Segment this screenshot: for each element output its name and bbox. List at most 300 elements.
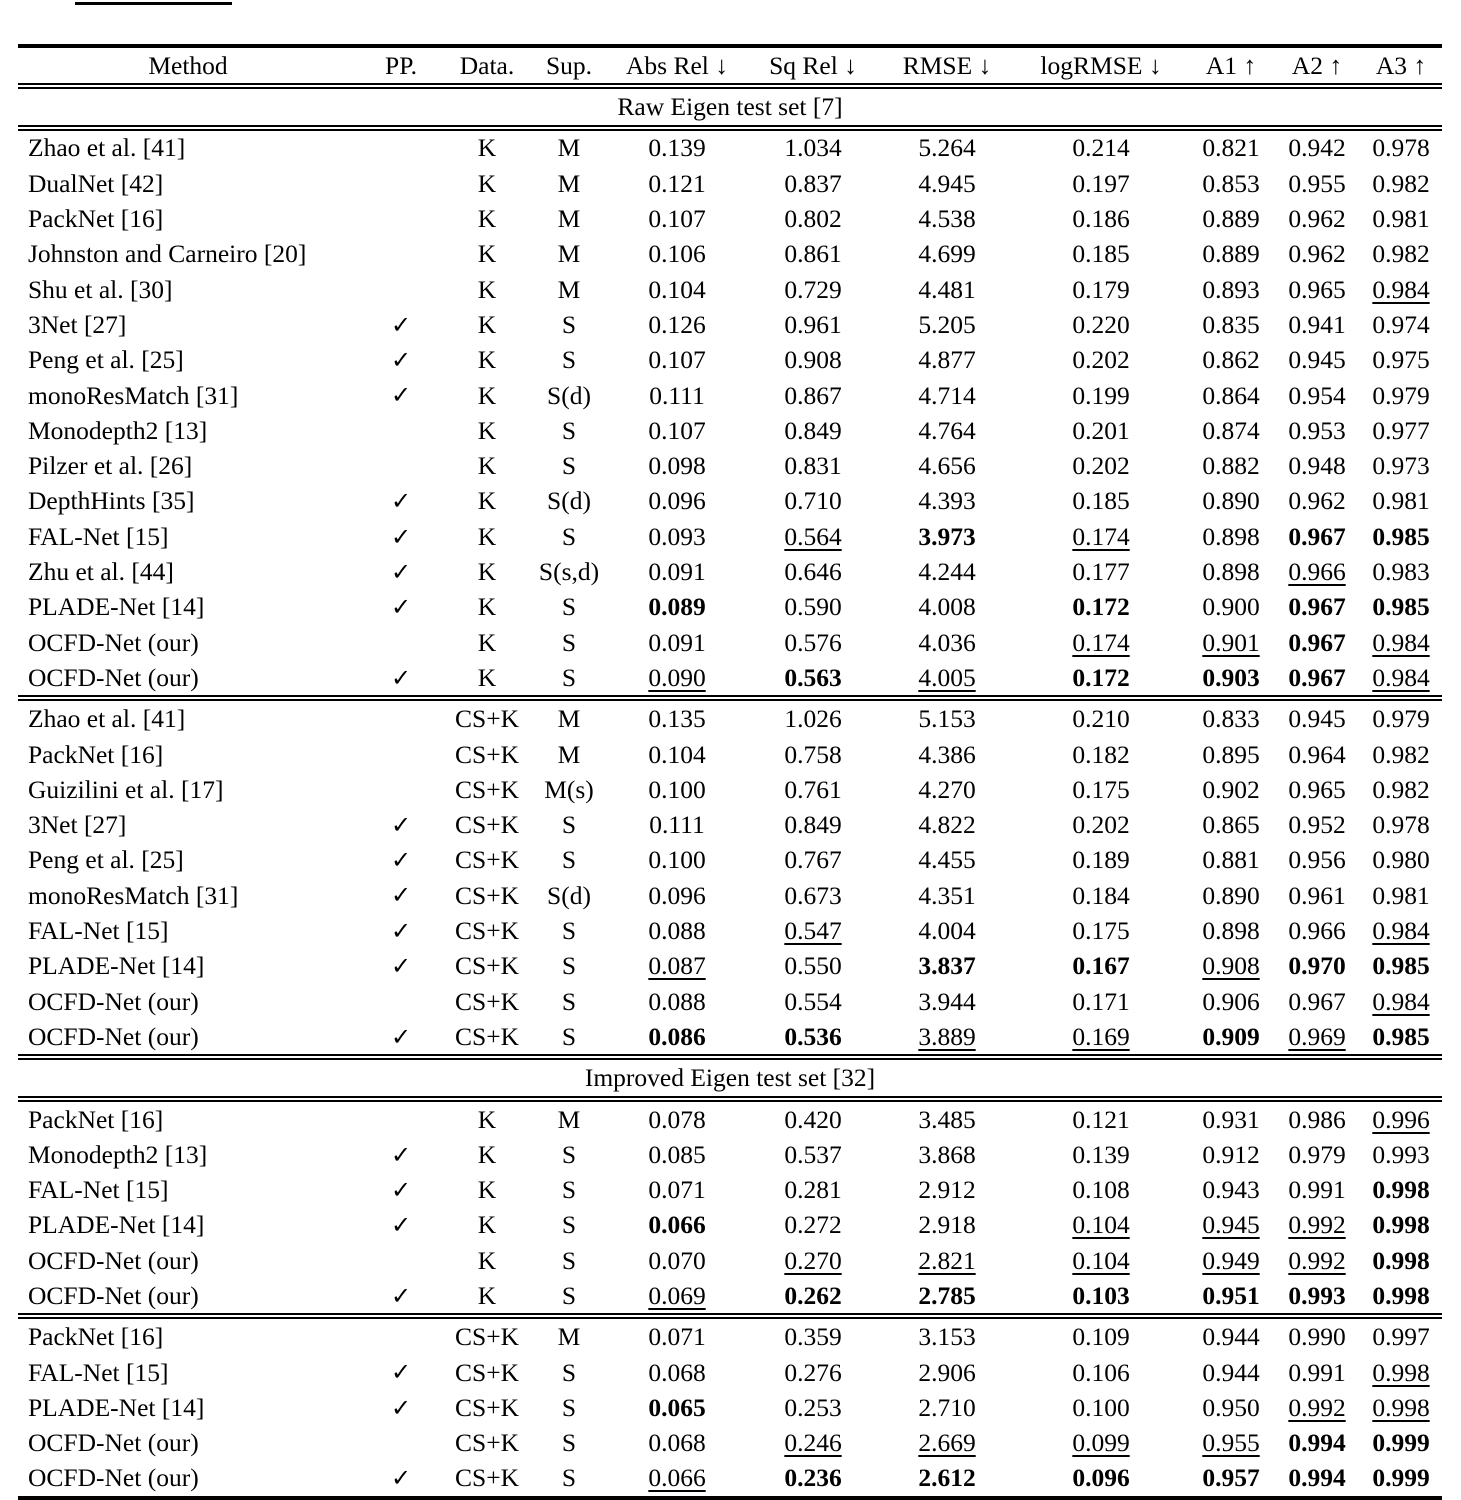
cell-sq_rel — [746, 378, 880, 413]
metric-value: 0.202 — [1072, 451, 1130, 481]
metric-value: 0.085 — [648, 1139, 706, 1169]
metric-value: 2.912 — [918, 1175, 976, 1205]
metric-value: 0.912 — [1202, 1139, 1260, 1169]
cell-pp — [358, 660, 444, 695]
metric-value: 0.874 — [1202, 415, 1260, 445]
cell-pp — [358, 1355, 444, 1390]
cell-pp — [358, 984, 444, 1019]
cell-data: CS+K — [455, 916, 519, 946]
cell-a2 — [1274, 378, 1360, 413]
cell-log_rmse — [1014, 807, 1188, 842]
cell-a3 — [1360, 1278, 1442, 1313]
metric-value: 0.086 — [648, 1021, 706, 1051]
cell-log_rmse — [1014, 307, 1188, 342]
cell-a3 — [1360, 948, 1442, 983]
cell-a2 — [1274, 772, 1360, 807]
cell-pp — [358, 1278, 444, 1313]
cell-a2 — [1274, 589, 1360, 624]
cell-a3 — [1360, 984, 1442, 1019]
cell-a3 — [1360, 1243, 1442, 1278]
cell-data: K — [477, 204, 497, 234]
metric-value: 0.104 — [1072, 1245, 1130, 1275]
metric-value: 0.864 — [1202, 380, 1260, 410]
metric-value: 0.966 — [1288, 557, 1346, 587]
metric-value: 0.962 — [1288, 239, 1346, 269]
metric-value: 0.985 — [1372, 951, 1430, 981]
cell-sup: S — [561, 916, 577, 946]
cell-a1 — [1188, 131, 1274, 166]
cell-pp — [358, 413, 444, 448]
cell-sup: S — [561, 592, 577, 622]
metric-value: 0.202 — [1072, 810, 1130, 840]
metric-value: 0.994 — [1288, 1463, 1346, 1493]
cell-sup: S — [561, 1021, 577, 1051]
cell-a3 — [1360, 1355, 1442, 1390]
cell-sup: S — [561, 345, 577, 375]
metric-value: 0.941 — [1288, 309, 1346, 339]
cell-abs_rel — [608, 1208, 746, 1243]
metric-value: 0.831 — [784, 451, 842, 481]
metric-value: 0.967 — [1288, 592, 1346, 622]
cell-log_rmse — [1014, 448, 1188, 483]
table-row[interactable] — [18, 1019, 1442, 1054]
metric-value: 0.981 — [1372, 204, 1430, 234]
table-row[interactable] — [18, 342, 1442, 377]
metric-value: 0.262 — [784, 1280, 842, 1310]
table-bottom-rule — [18, 1496, 1442, 1500]
results-table-container — [18, 44, 1442, 1500]
cell-sup: S — [561, 451, 577, 481]
cell-abs_rel — [608, 1243, 746, 1278]
cell-a3 — [1360, 878, 1442, 913]
metric-value: 2.710 — [918, 1392, 976, 1422]
metric-value: 3.153 — [918, 1322, 976, 1352]
cell-method: FAL-Net [15] — [28, 1357, 169, 1387]
table-row[interactable] — [18, 660, 1442, 695]
table-row[interactable] — [18, 913, 1442, 948]
section-title-improved-eigen: Improved Eigen test set [32] — [584, 1063, 876, 1093]
metric-value: 0.982 — [1372, 239, 1430, 269]
cell-a2 — [1274, 807, 1360, 842]
cell-data: K — [477, 1139, 497, 1169]
cell-data: K — [477, 627, 497, 657]
cell-a2 — [1274, 625, 1360, 660]
cell-a3 — [1360, 554, 1442, 589]
check-icon: ✓ — [390, 383, 412, 410]
metric-value: 0.096 — [1072, 1463, 1130, 1493]
cell-abs_rel — [608, 1425, 746, 1460]
cell-sup: S(s,d) — [538, 557, 600, 587]
table-row[interactable] — [18, 1243, 1442, 1278]
check-icon: ✓ — [390, 665, 412, 692]
cell-data: K — [477, 380, 497, 410]
table-row[interactable] — [18, 1425, 1442, 1460]
cell-a3 — [1360, 1137, 1442, 1172]
cell-abs_rel — [608, 878, 746, 913]
table-row[interactable] — [18, 413, 1442, 448]
cell-a3 — [1360, 413, 1442, 448]
cell-log_rmse — [1014, 1355, 1188, 1390]
metric-value: 0.998 — [1372, 1245, 1430, 1275]
cell-rmse — [880, 772, 1014, 807]
metric-value: 0.954 — [1288, 380, 1346, 410]
cell-a1 — [1188, 701, 1274, 736]
cell-a2 — [1274, 236, 1360, 271]
column-header-abs_rel: Abs Rel ↓ — [626, 50, 728, 80]
metric-value: 0.184 — [1072, 880, 1130, 910]
column-header-data: Data. — [459, 50, 515, 80]
cell-abs_rel — [608, 660, 746, 695]
cell-data: K — [477, 1280, 497, 1310]
metric-value: 0.835 — [1202, 309, 1260, 339]
metric-value: 0.898 — [1202, 557, 1260, 587]
cell-log_rmse — [1014, 1390, 1188, 1425]
section-title-row-raw-eigen — [18, 89, 1442, 124]
cell-a1 — [1188, 1425, 1274, 1460]
metric-value: 0.088 — [648, 986, 706, 1016]
metric-value: 2.785 — [918, 1280, 976, 1310]
metric-value: 0.139 — [648, 133, 706, 163]
metric-value: 0.975 — [1372, 345, 1430, 375]
cell-log_rmse — [1014, 378, 1188, 413]
metric-value: 0.199 — [1072, 380, 1130, 410]
column-header-log_rmse: logRMSE ↓ — [1040, 50, 1162, 80]
cell-a1 — [1188, 484, 1274, 519]
check-icon: ✓ — [390, 559, 412, 586]
cell-pp — [358, 554, 444, 589]
metric-value: 0.967 — [1288, 521, 1346, 551]
cell-abs_rel — [608, 554, 746, 589]
cell-sup: M — [557, 1322, 581, 1352]
table-row[interactable] — [18, 701, 1442, 736]
table-row[interactable] — [18, 166, 1442, 201]
cell-rmse — [880, 843, 1014, 878]
metric-value: 0.646 — [784, 557, 842, 587]
cell-sup: M — [557, 739, 581, 769]
metric-value: 0.978 — [1372, 133, 1430, 163]
cell-rmse — [880, 1243, 1014, 1278]
metric-value: 0.576 — [784, 627, 842, 657]
cell-a2 — [1274, 1243, 1360, 1278]
cell-a2 — [1274, 948, 1360, 983]
table-row[interactable] — [18, 519, 1442, 554]
cell-data: CS+K — [455, 986, 519, 1016]
metric-value: 5.205 — [918, 309, 976, 339]
cell-method: OCFD-Net (our) — [28, 1021, 199, 1051]
cell-a1 — [1188, 1278, 1274, 1313]
cell-data: K — [477, 168, 497, 198]
cell-a3 — [1360, 1390, 1442, 1425]
cell-sup: S — [561, 1175, 577, 1205]
table-row[interactable] — [18, 625, 1442, 660]
cell-pp — [358, 484, 444, 519]
metric-value: 0.943 — [1202, 1175, 1260, 1205]
table-row[interactable] — [18, 878, 1442, 913]
cell-pp — [358, 625, 444, 660]
metric-value: 0.993 — [1288, 1280, 1346, 1310]
cell-data: K — [477, 486, 497, 516]
cell-sq_rel — [746, 1390, 880, 1425]
cell-data: K — [477, 451, 497, 481]
cell-a3 — [1360, 236, 1442, 271]
metric-value: 0.849 — [784, 810, 842, 840]
cell-method: OCFD-Net (our) — [28, 986, 199, 1016]
metric-value: 0.986 — [1288, 1104, 1346, 1134]
cell-method: PackNet [16] — [28, 1322, 164, 1352]
cell-method: monoResMatch [31] — [28, 380, 239, 410]
cell-sup: M — [557, 168, 581, 198]
metric-value: 0.135 — [648, 704, 706, 734]
metric-value: 0.982 — [1372, 168, 1430, 198]
metric-value: 0.965 — [1288, 774, 1346, 804]
metric-value: 0.903 — [1202, 662, 1260, 692]
metric-value: 0.849 — [784, 415, 842, 445]
table-row[interactable] — [18, 948, 1442, 983]
table-row[interactable] — [18, 1319, 1442, 1354]
cell-a1 — [1188, 448, 1274, 483]
metric-value: 0.944 — [1202, 1357, 1260, 1387]
cell-data: CS+K — [455, 810, 519, 840]
metric-value: 0.931 — [1202, 1104, 1260, 1134]
cell-method: OCFD-Net (our) — [28, 627, 199, 657]
metric-value: 0.107 — [648, 415, 706, 445]
metric-value: 0.100 — [648, 845, 706, 875]
cell-rmse — [880, 413, 1014, 448]
metric-value: 0.861 — [784, 239, 842, 269]
cell-a1 — [1188, 1019, 1274, 1054]
table-row[interactable] — [18, 1208, 1442, 1243]
cell-a2 — [1274, 1355, 1360, 1390]
check-icon: ✓ — [390, 489, 412, 516]
table-row[interactable] — [18, 378, 1442, 413]
metric-value: 0.220 — [1072, 309, 1130, 339]
metric-value: 0.253 — [784, 1392, 842, 1422]
metric-value: 0.909 — [1202, 1021, 1260, 1051]
table-row[interactable] — [18, 1461, 1442, 1496]
metric-value: 0.991 — [1288, 1357, 1346, 1387]
table-row[interactable] — [18, 201, 1442, 236]
cell-abs_rel — [608, 589, 746, 624]
cell-a3 — [1360, 772, 1442, 807]
metric-value: 0.950 — [1202, 1392, 1260, 1422]
cell-a2 — [1274, 307, 1360, 342]
cell-a1 — [1188, 1137, 1274, 1172]
cell-a1 — [1188, 378, 1274, 413]
metric-value: 0.236 — [784, 1463, 842, 1493]
cell-log_rmse — [1014, 660, 1188, 695]
metric-value: 0.099 — [1072, 1428, 1130, 1458]
cell-a1 — [1188, 772, 1274, 807]
table-row[interactable] — [18, 272, 1442, 307]
cell-rmse — [880, 737, 1014, 772]
horizontal-rule — [18, 1496, 1442, 1500]
metric-value: 0.767 — [784, 845, 842, 875]
cell-a2 — [1274, 913, 1360, 948]
cell-a1 — [1188, 660, 1274, 695]
cell-rmse — [880, 807, 1014, 842]
metric-value: 0.098 — [648, 451, 706, 481]
metric-value: 0.089 — [648, 592, 706, 622]
cell-method: Zhu et al. [44] — [28, 557, 174, 587]
metric-value: 0.998 — [1372, 1357, 1430, 1387]
cell-pp — [358, 1019, 444, 1054]
metric-value: 0.962 — [1288, 204, 1346, 234]
cell-sup: S — [561, 951, 577, 981]
cell-a1 — [1188, 342, 1274, 377]
metric-value: 0.867 — [784, 380, 842, 410]
cell-method: PackNet [16] — [28, 204, 164, 234]
metric-value: 0.108 — [1072, 1175, 1130, 1205]
cell-rmse — [880, 1019, 1014, 1054]
table-row[interactable] — [18, 1278, 1442, 1313]
cell-sup: S — [561, 1210, 577, 1240]
cell-data: CS+K — [455, 1428, 519, 1458]
metric-value: 0.942 — [1288, 133, 1346, 163]
cell-sq_rel — [746, 1319, 880, 1354]
cell-abs_rel — [608, 131, 746, 166]
cell-method: PackNet [16] — [28, 1104, 164, 1134]
metric-value: 0.955 — [1288, 168, 1346, 198]
metric-value: 0.985 — [1372, 521, 1430, 551]
table-row[interactable] — [18, 1172, 1442, 1207]
table-row[interactable] — [18, 131, 1442, 166]
table-row[interactable] — [18, 1102, 1442, 1137]
metric-value: 0.169 — [1072, 1021, 1130, 1051]
cell-sup: S — [561, 1428, 577, 1458]
table-row[interactable] — [18, 737, 1442, 772]
cell-data: K — [477, 521, 497, 551]
column-header-a2: A2 ↑ — [1291, 50, 1343, 80]
cell-abs_rel — [608, 413, 746, 448]
cell-a3 — [1360, 307, 1442, 342]
metric-value: 0.966 — [1288, 916, 1346, 946]
table-row[interactable] — [18, 554, 1442, 589]
check-icon: ✓ — [390, 1177, 412, 1204]
cell-log_rmse — [1014, 272, 1188, 307]
table-row[interactable] — [18, 1390, 1442, 1425]
table-row[interactable] — [18, 448, 1442, 483]
metric-value: 4.455 — [918, 845, 976, 875]
cell-a2 — [1274, 342, 1360, 377]
cell-log_rmse — [1014, 772, 1188, 807]
cell-a2 — [1274, 1019, 1360, 1054]
cell-a2 — [1274, 272, 1360, 307]
cell-pp — [358, 1243, 444, 1278]
cell-a3 — [1360, 1461, 1442, 1496]
cell-rmse — [880, 1137, 1014, 1172]
cell-pp — [358, 1461, 444, 1496]
cell-sup: S — [561, 1392, 577, 1422]
cell-rmse — [880, 625, 1014, 660]
metric-value: 5.153 — [918, 704, 976, 734]
metric-value: 0.167 — [1072, 951, 1130, 981]
table-row[interactable] — [18, 484, 1442, 519]
table-row[interactable] — [18, 1137, 1442, 1172]
cell-sup: S — [561, 986, 577, 1016]
metric-value: 0.951 — [1202, 1280, 1260, 1310]
metric-value: 0.944 — [1202, 1322, 1260, 1352]
cell-abs_rel — [608, 236, 746, 271]
cell-a2 — [1274, 984, 1360, 1019]
cell-a2 — [1274, 1278, 1360, 1313]
table-row[interactable] — [18, 772, 1442, 807]
cell-a2 — [1274, 484, 1360, 519]
cell-log_rmse — [1014, 1319, 1188, 1354]
metric-value: 0.550 — [784, 951, 842, 981]
metric-value: 4.822 — [918, 810, 976, 840]
metric-value: 0.890 — [1202, 880, 1260, 910]
cell-a3 — [1360, 701, 1442, 736]
cell-a1 — [1188, 236, 1274, 271]
cell-a1 — [1188, 201, 1274, 236]
cell-a3 — [1360, 484, 1442, 519]
cell-pp — [358, 166, 444, 201]
metric-value: 0.996 — [1372, 1104, 1430, 1134]
section-title-row-improved-eigen — [18, 1060, 1442, 1095]
table-row[interactable] — [18, 1355, 1442, 1390]
metric-value: 0.991 — [1288, 1175, 1346, 1205]
table-row[interactable] — [18, 843, 1442, 878]
cell-sq_rel — [746, 201, 880, 236]
metric-value: 0.126 — [648, 309, 706, 339]
metric-value: 4.005 — [918, 662, 976, 692]
cell-data: CS+K — [455, 704, 519, 734]
cell-rmse — [880, 554, 1014, 589]
cell-sq_rel — [746, 807, 880, 842]
metric-value: 0.837 — [784, 168, 842, 198]
metric-value: 0.103 — [1072, 1280, 1130, 1310]
cell-data: K — [477, 1175, 497, 1205]
cell-log_rmse — [1014, 554, 1188, 589]
cell-rmse — [880, 1461, 1014, 1496]
cell-sq_rel — [746, 772, 880, 807]
cell-a3 — [1360, 1172, 1442, 1207]
cell-rmse — [880, 272, 1014, 307]
table-row[interactable] — [18, 984, 1442, 1019]
cell-abs_rel — [608, 378, 746, 413]
cell-a1 — [1188, 589, 1274, 624]
cell-sq_rel — [746, 843, 880, 878]
metric-value: 0.100 — [648, 774, 706, 804]
metric-value: 0.185 — [1072, 239, 1130, 269]
metric-value: 3.485 — [918, 1104, 976, 1134]
metric-value: 0.729 — [784, 274, 842, 304]
cell-log_rmse — [1014, 701, 1188, 736]
table-row[interactable] — [18, 589, 1442, 624]
table-row[interactable] — [18, 307, 1442, 342]
column-header-rmse: RMSE ↓ — [902, 50, 992, 80]
metric-value: 0.106 — [1072, 1357, 1130, 1387]
cell-sq_rel — [746, 342, 880, 377]
cell-sup: M — [557, 133, 581, 163]
metric-value: 0.889 — [1202, 239, 1260, 269]
cell-sup: S(d) — [547, 486, 591, 516]
table-row[interactable] — [18, 236, 1442, 271]
cell-rmse — [880, 1390, 1014, 1425]
table-row[interactable] — [18, 807, 1442, 842]
cell-data: K — [477, 415, 497, 445]
metric-value: 4.764 — [918, 415, 976, 445]
metric-value: 0.955 — [1202, 1428, 1260, 1458]
metric-value: 0.710 — [784, 486, 842, 516]
cell-a2 — [1274, 1137, 1360, 1172]
cell-a1 — [1188, 166, 1274, 201]
cell-method: Monodepth2 [13] — [28, 1139, 208, 1169]
cell-abs_rel — [608, 1172, 746, 1207]
cell-rmse — [880, 913, 1014, 948]
metric-value: 0.536 — [784, 1021, 842, 1051]
metric-value: 0.065 — [648, 1392, 706, 1422]
